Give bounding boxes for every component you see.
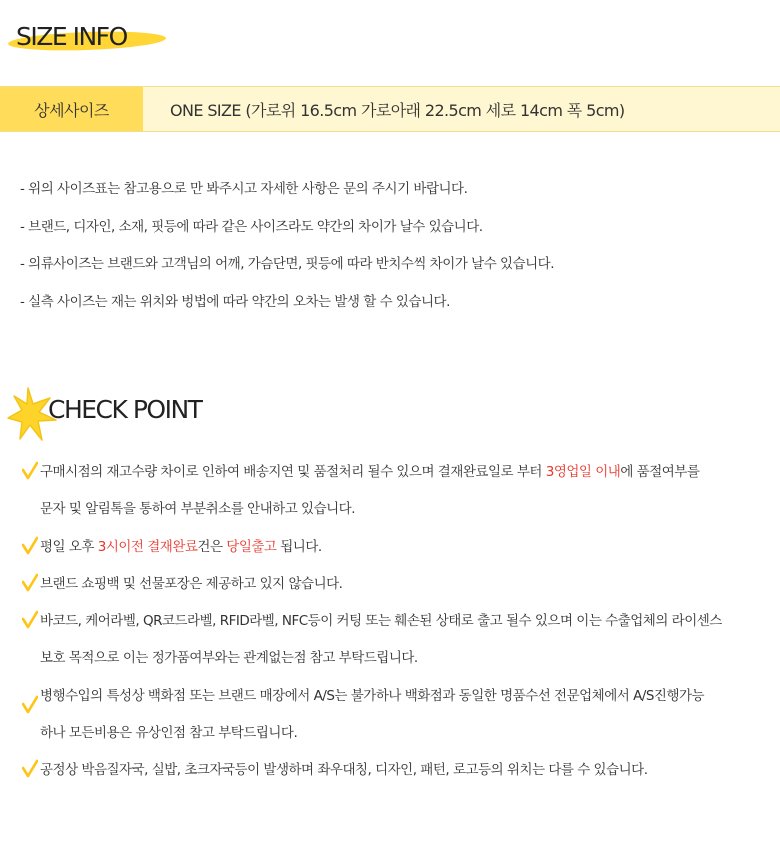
check-icon bbox=[22, 461, 38, 481]
check-item-text: 구매시점의 재고수량 차이로 인하여 배송지연 및 품절처리 될수 있으며 결재완료일로 부터 3영업일 이내에 품절여부를 bbox=[40, 464, 700, 480]
emphasis-text: 3영업일 이내 bbox=[545, 464, 621, 480]
note-item: - 브랜드, 디자인, 소재, 핏등에 따라 같은 사이즈라도 약간의 차이가 날수 있습니다. bbox=[20, 218, 483, 235]
check-icon bbox=[22, 536, 38, 556]
size-table bbox=[0, 86, 780, 132]
check-point-list bbox=[22, 457, 772, 793]
check-item bbox=[22, 606, 772, 681]
check-item-text: 공정상 박음질자국, 실밥, 초크자국등이 발생하며 좌우대칭, 디자인, 패턴, 로고등의 위치는 다를 수 있습니다. bbox=[40, 762, 648, 779]
check-item-text: 바코드, 케어라벨, QR코드라벨, RFID라벨, NFC등이 커팅 또는 훼손된 상태로 출고 될수 있으며 이는 수출업체의 라이센스 bbox=[40, 613, 722, 630]
check-icon bbox=[22, 573, 38, 593]
size-notes-list bbox=[20, 176, 554, 326]
check-item bbox=[22, 681, 772, 756]
size-value: ONE SIZE (가로위 16.5cm 가로아래 22.5cm 세로 14cm 폭 5cm) bbox=[170, 100, 625, 120]
check-icon bbox=[22, 695, 38, 715]
check-item bbox=[22, 457, 772, 532]
check-item-continuation: 하나 모든비용은 유상인점 참고 부탁드립니다. bbox=[40, 725, 298, 742]
check-item-continuation: 보호 목적으로 이는 정가품여부와는 관계없는점 참고 부탁드립니다. bbox=[40, 650, 418, 667]
check-item bbox=[22, 532, 772, 569]
note-item: - 의류사이즈는 브랜드와 고객님의 어깨, 가슴단면, 핏등에 따라 반치수씩 차이가 날수 있습니다. bbox=[20, 256, 555, 272]
note-item: - 실측 사이즈는 재는 위치와 벙법에 따라 약간의 오차는 발생 할 수 있습니다. bbox=[20, 293, 450, 310]
size-label-cell: 상세사이즈 bbox=[0, 87, 143, 131]
size-info-heading bbox=[16, 22, 127, 51]
emphasis-text: 3시이전 결재완료 bbox=[97, 538, 198, 555]
size-info-title: SIZE INFO bbox=[16, 22, 127, 51]
check-item-text: 병행수입의 특성상 백화점 또는 브랜드 매장에서 A/S는 불가하나 백화점과 동일한 명품수선 전문업체에서 A/S진행가능 bbox=[40, 687, 705, 704]
check-point-heading bbox=[48, 395, 201, 424]
check-icon bbox=[22, 759, 38, 779]
check-icon bbox=[22, 610, 38, 630]
check-item-continuation: 문자 및 알림톡을 통하여 부분취소를 안내하고 있습니다. bbox=[40, 501, 355, 518]
check-item bbox=[22, 569, 772, 606]
check-item bbox=[22, 755, 772, 792]
check-item-text: 평일 오후 3시이전 결재완료건은 당일출고 됩니다. bbox=[40, 538, 322, 555]
check-point-title: CHECK POINT bbox=[48, 395, 202, 424]
emphasis-text: 당일출고 bbox=[226, 538, 277, 555]
check-item-text: 브랜드 쇼핑백 및 선물포장은 제공하고 있지 않습니다. bbox=[40, 575, 343, 592]
note-item: - 위의 사이즈표는 참고용으로 만 봐주시고 자세한 사항은 문의 주시기 바랍니다. bbox=[20, 181, 468, 197]
